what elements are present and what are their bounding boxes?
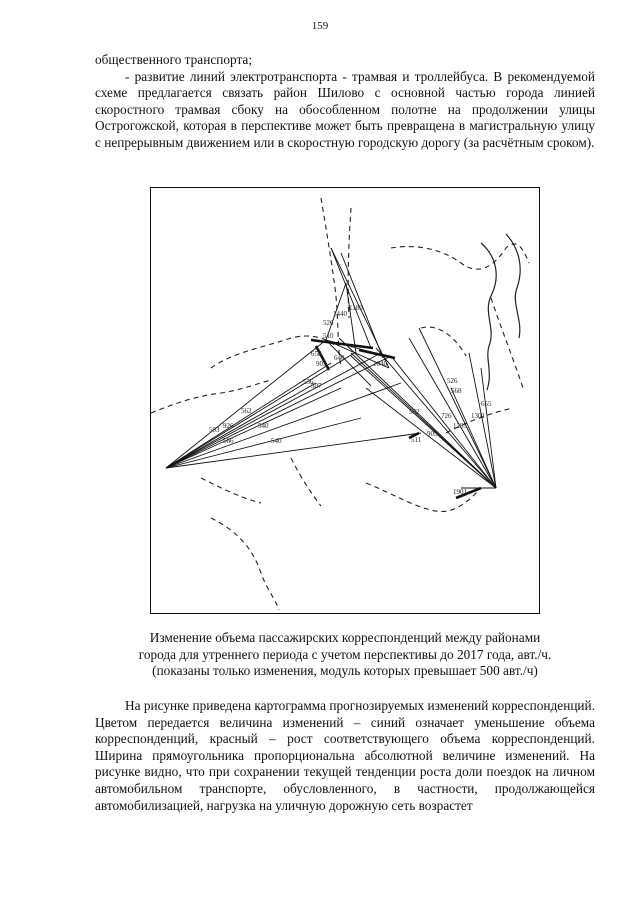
correspondence-map bbox=[150, 187, 540, 614]
label-value: 510 bbox=[323, 332, 334, 340]
label-value: 526 bbox=[447, 377, 458, 385]
page-number: 159 bbox=[311, 20, 329, 32]
label-value: 658 bbox=[311, 350, 322, 358]
label-value: 905 bbox=[427, 430, 438, 438]
label-value: 726 bbox=[441, 412, 452, 420]
body-text bbox=[95, 698, 595, 814]
label-value: 640 bbox=[334, 354, 345, 362]
map-drawing bbox=[151, 188, 539, 613]
body-paragraph: На рисунке приведена картограмма прогнозируемых изменений корреспонденций. Цветом передается величина изменений – синий означает уменьшение объема корреспонденций, красный – рост соответствующего объема корреспонденций. Ширина прямоугольника пропорциональна абсолютной величине изменений. На рисунке видно, что при сохранении текущей тенденции роста доли поездок на личном автомобильном транспорте, обусловленного, в частности, продолжающейся автомобилизацией, нагрузка на уличную дорожную сеть возрастет bbox=[95, 698, 595, 813]
caption-line: Изменение объема пассажирских корреспонденций между районами bbox=[149, 630, 541, 645]
label-value: 1180 bbox=[349, 304, 363, 312]
caption-line: (показаны только изменения, модуль которых превышает 500 авт./ч) bbox=[152, 663, 538, 679]
label-value: 502 bbox=[409, 408, 420, 416]
label-value: 1040 bbox=[373, 360, 387, 368]
label-value: 1301 bbox=[471, 412, 485, 420]
label-value: 1440 bbox=[333, 310, 347, 318]
correspondence-lines bbox=[166, 248, 496, 488]
label-value: 566 bbox=[223, 437, 234, 445]
caption-line: города для утреннего периода с учетом перспективы до 2017 года, авт./ч. bbox=[138, 646, 552, 662]
label-value: 503 bbox=[209, 426, 220, 434]
label-value: 655 bbox=[481, 400, 492, 408]
label-value: 511 bbox=[411, 436, 422, 444]
label-value: 1285 bbox=[453, 422, 467, 430]
label-value: 540 bbox=[258, 422, 269, 430]
label-value: 905 bbox=[316, 360, 327, 368]
intro-text bbox=[95, 52, 595, 152]
figure-caption bbox=[95, 630, 595, 680]
label-value: 540 bbox=[271, 437, 282, 445]
label-value: 1901 bbox=[453, 488, 467, 496]
label-value: 926 bbox=[223, 422, 234, 430]
river-line bbox=[481, 234, 520, 390]
intro-line: общественного транспорта; bbox=[95, 52, 253, 67]
label-value: 526 bbox=[323, 319, 334, 327]
district-boundaries bbox=[151, 198, 529, 610]
label-value: 507 bbox=[311, 382, 322, 390]
label-value: 562 bbox=[241, 407, 252, 415]
label-value: 568 bbox=[451, 387, 462, 395]
label-value: 536 bbox=[303, 378, 314, 386]
bullet-paragraph: - развитие линий электротранспорта - трамвая и троллейбуса. В рекомендуемой схеме предлагается связать район Шилово с основной частью города линией скоростного трамвая сбоку на обособленном полотне на продолжении улицы Острогожской, которая в перспективе может быть превращена в магистральную улицу с непрерывным движением или в скоростную городскую дорогу (за расчётным сроком). bbox=[95, 68, 595, 150]
